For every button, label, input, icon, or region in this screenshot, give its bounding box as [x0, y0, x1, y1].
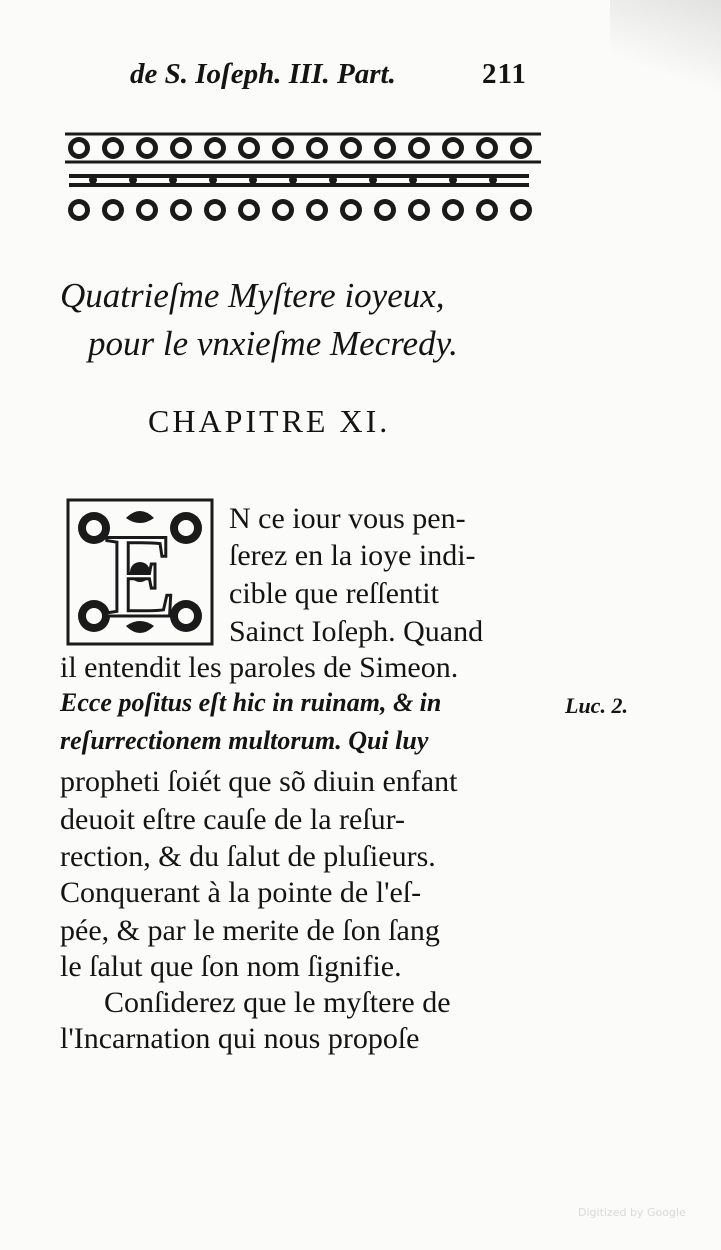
body-line: le ſalut que ſon nom ſignifie.: [60, 950, 402, 983]
body-line: pée, & par le merite de ſon ſang: [60, 914, 440, 947]
running-title: de S. Ioſeph. III. Part.: [130, 58, 396, 90]
body-line: Sainct Ioſeph. Quand: [229, 615, 484, 648]
title-line-2: pour le vnxieſme Mecredy.: [88, 324, 458, 363]
title-line-1: Quatrieſme Myſtere ioyeux,: [60, 276, 445, 315]
body-line: ſerez en la ioye indi-: [229, 539, 476, 572]
body-line: l'Incarnation qui nous propoſe: [60, 1022, 420, 1055]
body-line: il entendit les paroles de Simeon.: [60, 651, 459, 684]
body-line: Ecce poſitus eſt hic in ruinam, & in: [60, 688, 442, 717]
body-line: Conquerant à la pointe de l'eſ-: [60, 876, 422, 909]
chapter-heading: CHAPITRE XI.: [148, 403, 391, 439]
running-header: [130, 58, 560, 98]
body-line: propheti ſoiét que sõ diuin enfant: [60, 765, 458, 798]
body-line: cible que reſſentit: [229, 577, 439, 610]
drop-cap-letter: E: [103, 509, 177, 642]
mystery-title: [60, 272, 580, 368]
digitization-watermark: Digitized by Google: [578, 1206, 686, 1219]
body-line: rection, & du ſalut de pluſieurs.: [60, 840, 436, 873]
body-line: Conſiderez que le myſtere de: [104, 986, 451, 1019]
body-line: N ce iour vous pen-: [229, 502, 466, 535]
ornamental-headpiece: [63, 128, 543, 228]
body-line: reſurrectionem multorum. Qui luy: [60, 726, 429, 755]
page-shadow: [610, 0, 721, 120]
margin-reference: Luc. 2.: [565, 693, 628, 718]
body-line: deuoit eſtre cauſe de la reſur-: [60, 803, 406, 836]
decorated-initial: [66, 498, 214, 646]
page-number: 211: [482, 58, 527, 90]
